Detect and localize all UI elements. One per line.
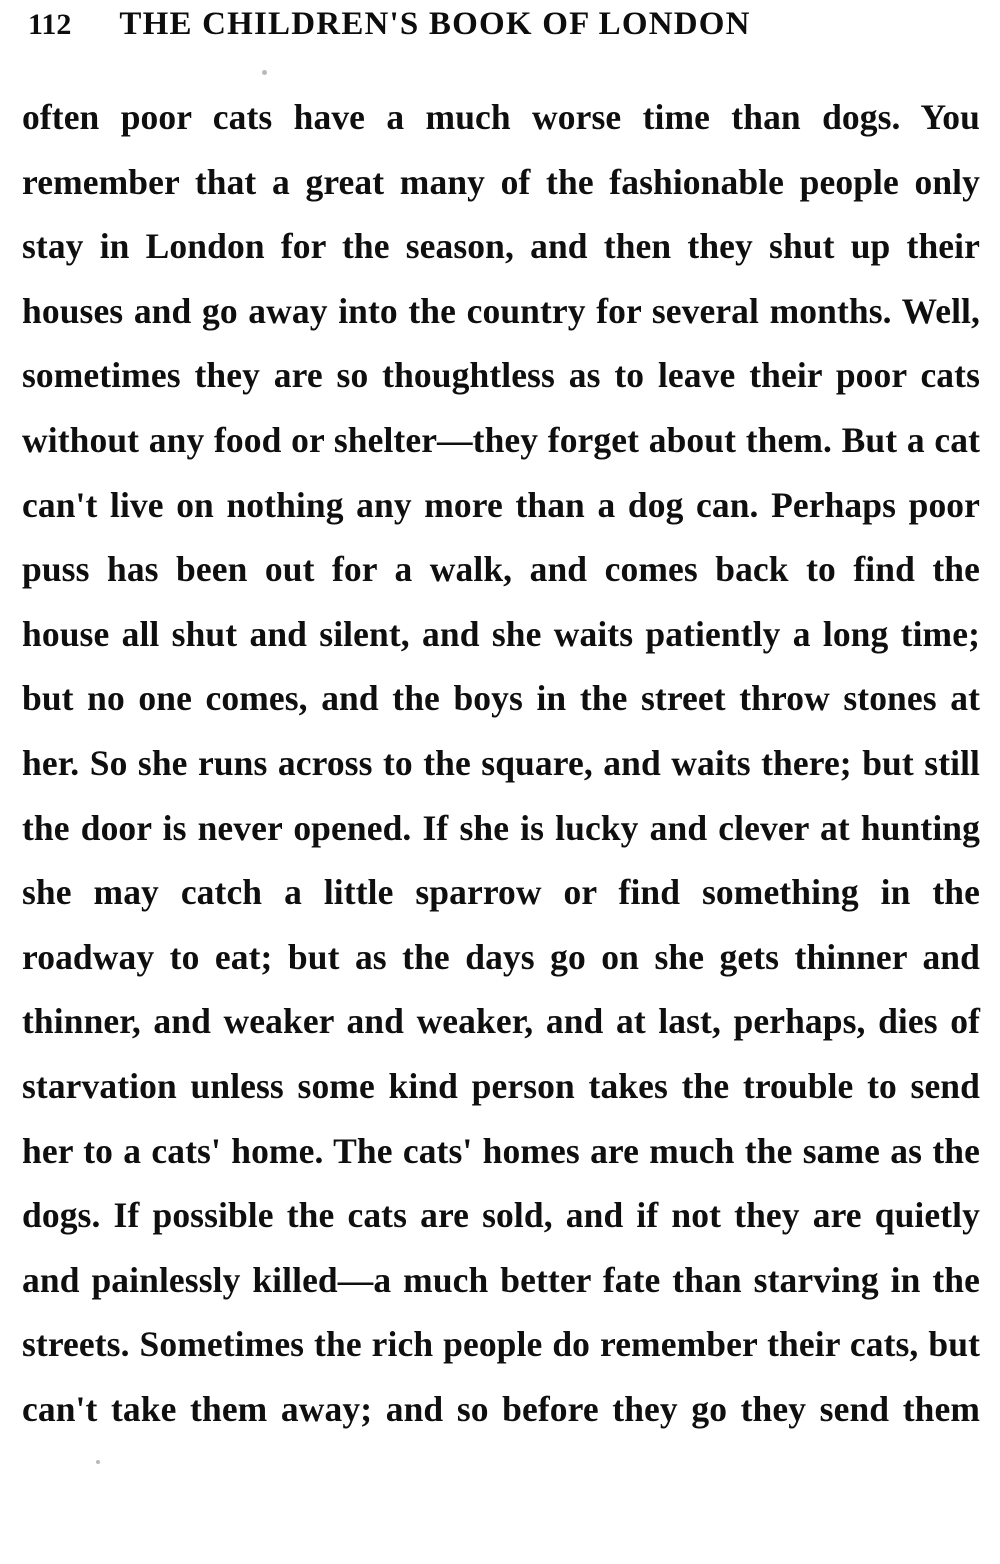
page-number: 112: [28, 8, 72, 41]
scan-speck: [262, 70, 267, 75]
scan-speck: [96, 1460, 100, 1464]
body-text-block: [22, 85, 980, 1441]
paragraph: often poor cats have a much worse time than dogs. You remember that a great many of the fashionable people only stay in London for the season, and then they shut up their houses and go away into the country for several months. Well, sometimes they are so thoughtless as to leave their poor cats without any food or shelter—they forget about them. But a cat can't live on nothing any more than a dog can. Perhaps poor puss has been out for a walk, and comes back to find the house all shut and silent, and she waits patiently a long time; but no one comes, and the boys in the street throw stones at her. So she runs across to the square, and waits there; but still the door is never opened. If she is lucky and clever at hunting she may catch a little sparrow or find something in the roadway to eat; but as the days go on she gets thinner and thinner, and weaker and weaker, and at last, perhaps, dies of starvation unless some kind person takes the trouble to send her to a cats' home. The cats' homes are much the same as the dogs. If possible the cats are sold, and if not they are quietly and painlessly killed—a much better fate than starving in the streets. Sometimes the rich people do remember their cats, but can't take them away; and so before they go they send them: [22, 97, 980, 1429]
running-head-title: THE CHILDREN'S BOOK OF LONDON: [119, 6, 751, 42]
running-head: [28, 6, 972, 43]
